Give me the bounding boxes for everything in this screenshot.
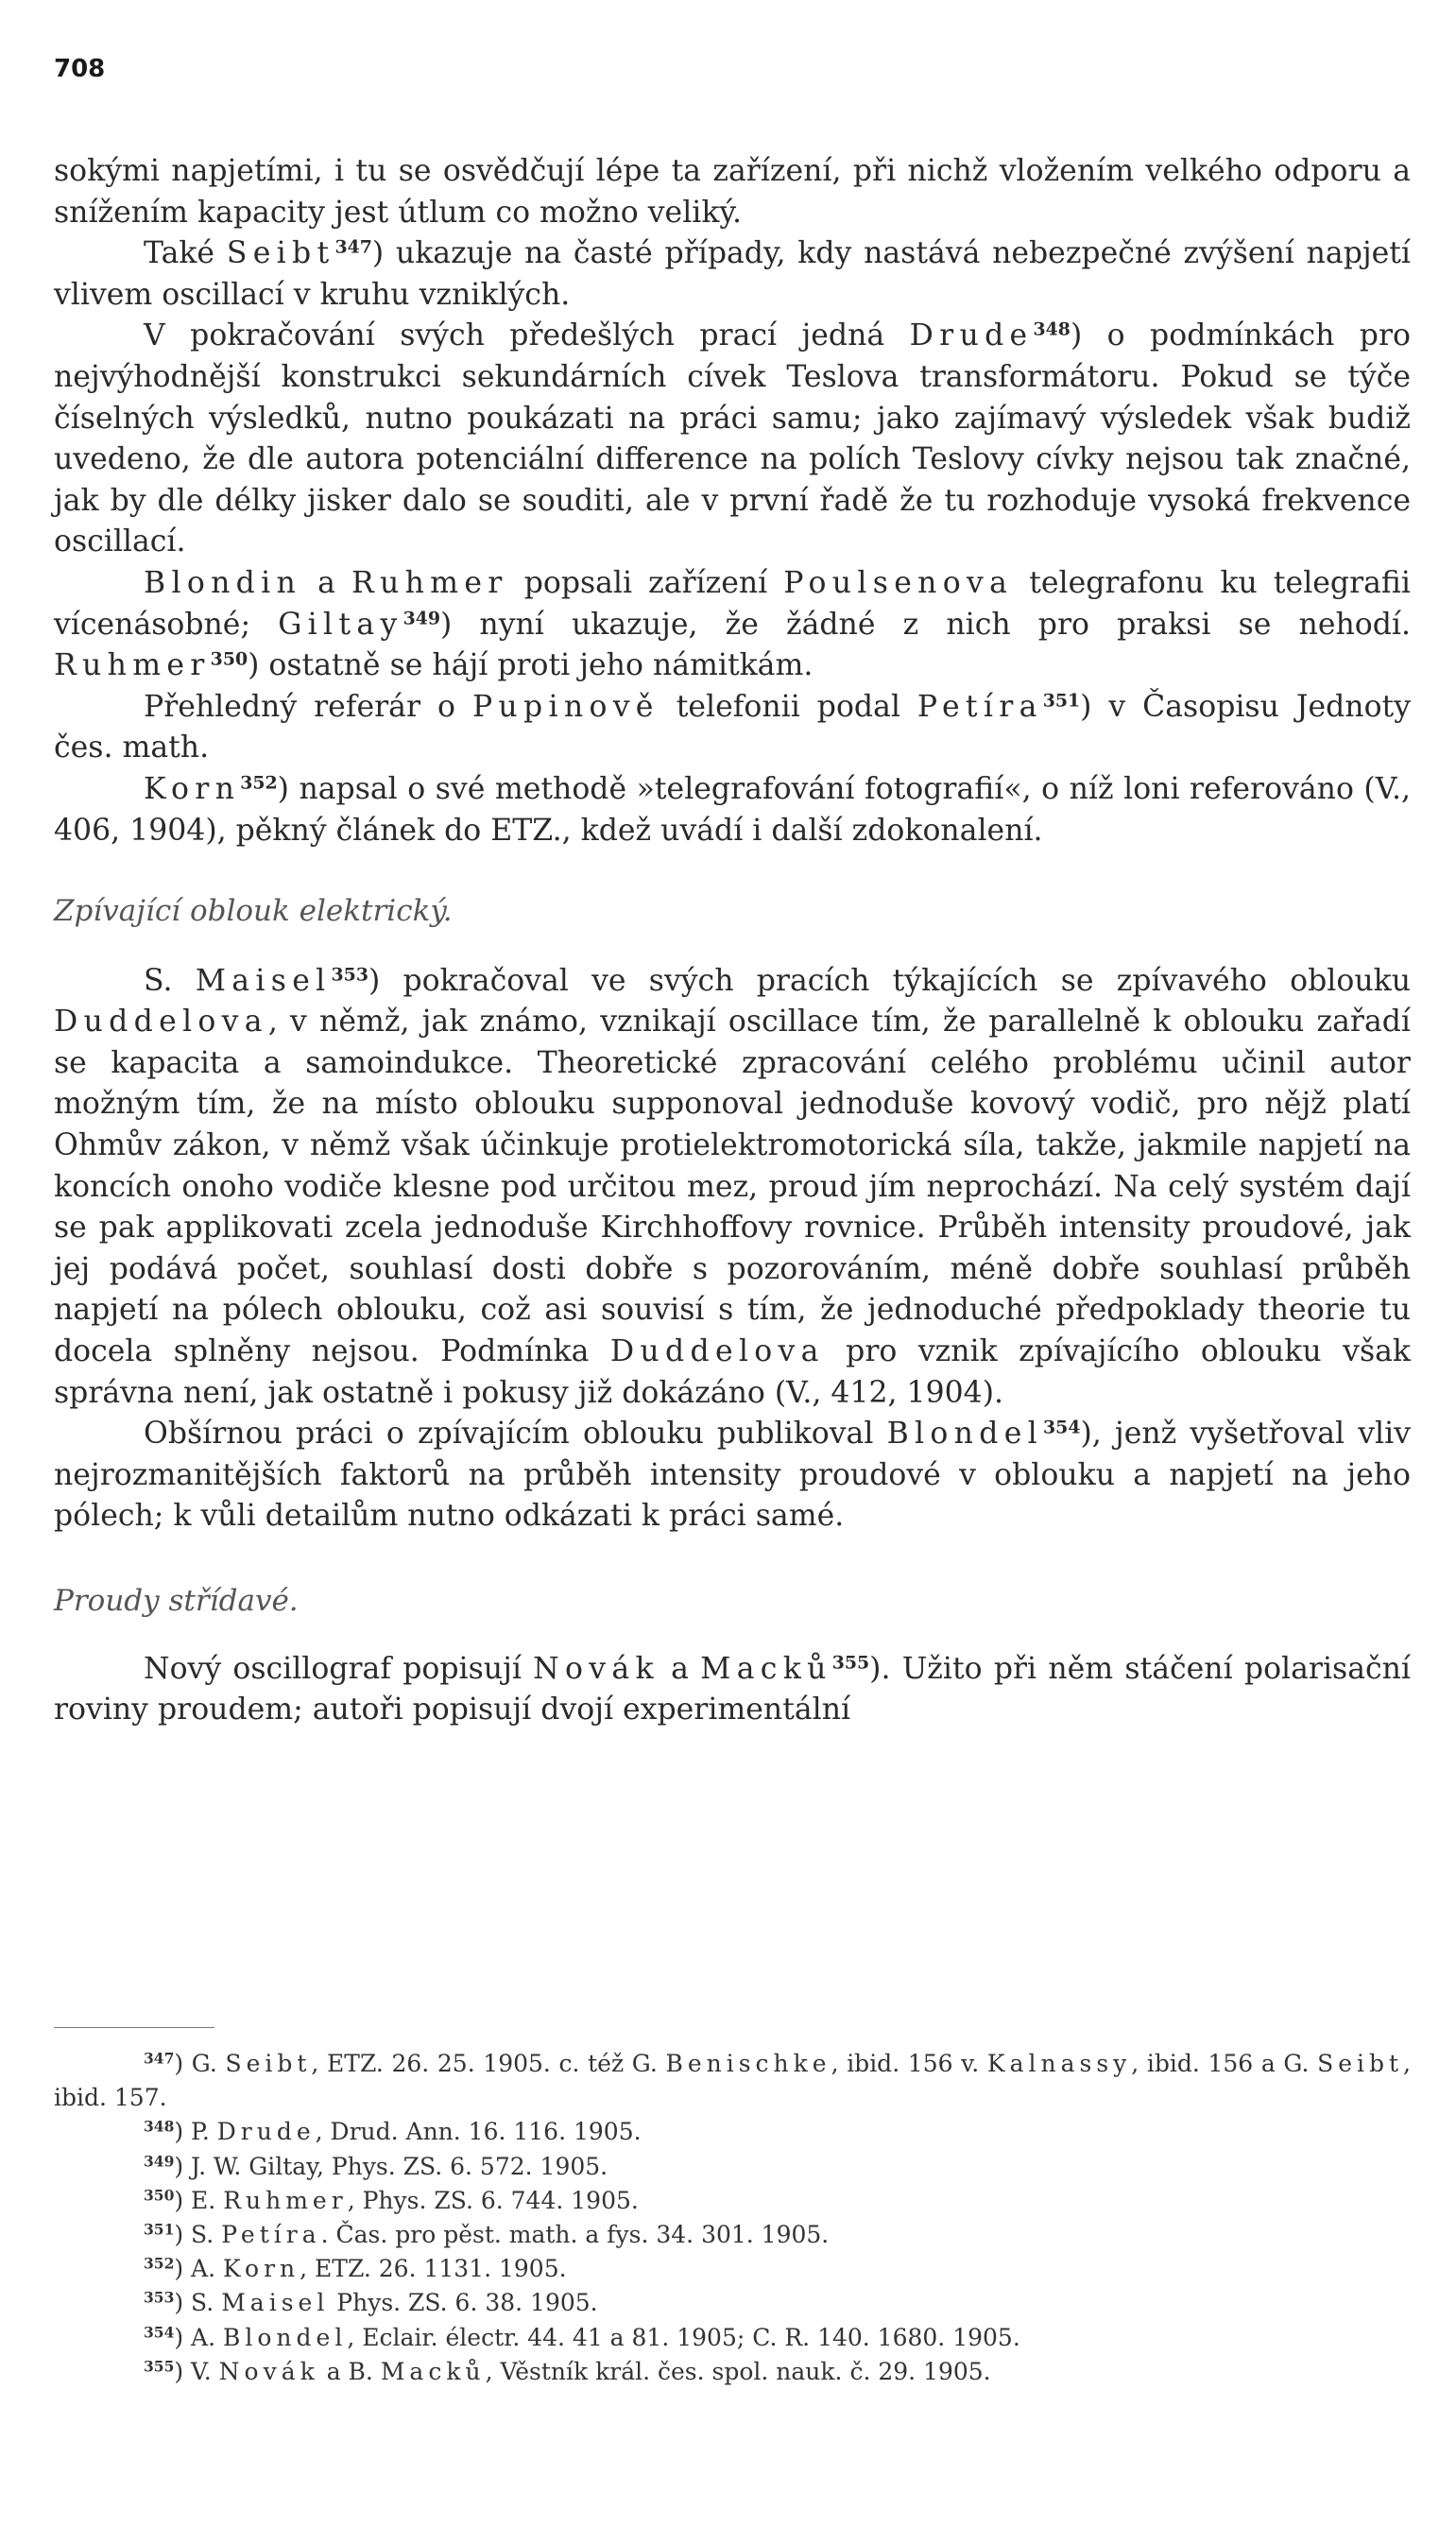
text-run: ) A. bbox=[174, 2323, 224, 2351]
footnote-ref[interactable]: 353 bbox=[331, 964, 368, 986]
text-run: ) V. bbox=[174, 2357, 219, 2385]
paragraph bbox=[54, 563, 1411, 687]
author-name: Ruhmer bbox=[351, 565, 508, 600]
author-name: Blondin bbox=[144, 565, 302, 600]
footnote-number: 355 bbox=[144, 2357, 175, 2376]
footnote-number: 353 bbox=[144, 2288, 175, 2307]
author-name: Benischke bbox=[665, 2050, 831, 2077]
text-run: popsali zařízení bbox=[507, 565, 784, 600]
author-name: Kalnassy bbox=[986, 2050, 1132, 2077]
footnotes bbox=[54, 2047, 1411, 2389]
text-run: Obšírnou práci o zpívajícím oblouku publikoval bbox=[144, 1417, 887, 1452]
author-name: Maisel bbox=[221, 2289, 330, 2317]
author-name: Korn bbox=[223, 2255, 300, 2283]
text-run: ) o podmínkách pro nejvýhodnější konstrukci sekundárních cívek Teslova transformátoru. Pokud se týče číselných výsledků, nutno poukázati na práci samu; jako zajímavý výsledek však budiž uvedeno, že dle autora potenciální difference na polích Teslovy cívky nejsou tak značné, jak by dle délky jisker dalo se souditi, ale v první řadě že tu rozhoduje vysoká frekvence oscillací. bbox=[54, 318, 1411, 559]
text-run: ) ukazuje na časté případy, kdy nastává nebezpečné zvýšení napjetí vlivem oscillací v kruhu vzniklých. bbox=[54, 236, 1411, 312]
footnote bbox=[54, 2355, 1411, 2389]
section-heading: Proudy střídavé. bbox=[54, 1584, 299, 1618]
text-run: , v němž, jak známo, vznikají oscillace tím, že parallelně k oblouku zařadí se kapacita a samoindukce. Theoretické zpracování celého problému učinil autor možným tím, že na místo oblouku supponoval jednoduše kovový vodič, pro nějž platí Ohmův zákon, v němž však účinkuje protielektromotorická síla, takže, jakmile napjetí na koncích onoho vodiče klesne pod určitou mez, proud jím neprochází. Na celý systém dají se pak applikovati zcela jednoduše Kirchhoffovy rovnice. Průběh intensity proudové, jak jej podává počet, souhlasí dosti dobře s pozorováním, méně dobře souhlasí průběh napjetí na pólech oblouku, což asi souvisí s tím, že jednoduché předpoklady theorie tu docela splněny nejsou. Podmínka bbox=[54, 1005, 1411, 1369]
paragraph bbox=[54, 769, 1411, 851]
author-name: Seibt bbox=[225, 2050, 312, 2077]
author-name: Novák bbox=[218, 2357, 319, 2385]
text-run: Přehledný referár o bbox=[144, 689, 472, 724]
text-run: , Věstník král. čes. spol. nauk. č. 29. 1905. bbox=[485, 2357, 991, 2385]
main-text bbox=[54, 151, 1411, 1731]
footnote-ref[interactable]: 352 bbox=[240, 772, 278, 794]
text-run: pro vznik zpívajícího oblouku však správna není, jak ostatně i pokusy již dokázáno (V., 412, 1904). bbox=[54, 1334, 1411, 1410]
text-run: ) J. W. Giltay, Phys. ZS. 6. 572. 1905. bbox=[174, 2152, 608, 2180]
author-name: Maisel bbox=[195, 963, 332, 998]
text-run: ) nyní ukazuje, že žádné z nich pro praksi se nehodí. bbox=[440, 607, 1411, 642]
footnote bbox=[54, 2184, 1411, 2218]
text-run: ) P. bbox=[174, 2118, 217, 2146]
footnote-number: 351 bbox=[144, 2220, 175, 2239]
footnote-ref[interactable]: 350 bbox=[210, 648, 248, 670]
footnote-ref[interactable]: 348 bbox=[1033, 318, 1071, 340]
text-run: ) E. bbox=[174, 2186, 224, 2214]
author-name: Pupinově bbox=[471, 689, 659, 724]
text-run: , Drud. Ann. 16. 116. 1905. bbox=[315, 2118, 642, 2146]
footnote bbox=[54, 2286, 1411, 2320]
footnote-number: 350 bbox=[144, 2186, 175, 2205]
paragraph bbox=[54, 687, 1411, 769]
text-run: a bbox=[659, 1651, 701, 1686]
author-name: Blondel bbox=[223, 2323, 348, 2351]
text-run: , ibid. 157. bbox=[54, 2050, 1411, 2112]
footnote bbox=[54, 2047, 1411, 2115]
text-run: , Phys. ZS. 6. 744. 1905. bbox=[347, 2186, 639, 2214]
text-run: ) v Časopisu Jednoty čes. math. bbox=[54, 689, 1411, 765]
author-name: Poulsenova bbox=[783, 565, 1014, 600]
text-run: ). Užito při něm stáčení polarisační roviny proudem; autoři popisují dvojí experimentální bbox=[54, 1651, 1411, 1728]
text-run: , ibid. 156 a G. bbox=[1131, 2050, 1318, 2077]
footnote-divider bbox=[54, 2027, 214, 2028]
author-name: Korn bbox=[144, 771, 241, 806]
text-run: Také bbox=[144, 236, 227, 271]
text-run: telegrafonu ku telegrafii vícenásobné; bbox=[54, 565, 1411, 642]
text-run: a bbox=[301, 565, 351, 600]
text-run: Nový oscillograf popisují bbox=[144, 1651, 534, 1686]
text-run: telefonii podal bbox=[659, 689, 917, 724]
text-run: ) napsal o své methodě »telegrafování fotografií«, o níž loni referováno (V., 406, 1904), pěkný článek do ETZ., kdež uvádí i další zdokonalení. bbox=[54, 771, 1411, 848]
author-name: Blondel bbox=[886, 1417, 1044, 1452]
footnote-number: 354 bbox=[144, 2323, 175, 2342]
text-run: a B. bbox=[318, 2357, 381, 2385]
text-run: V pokračování svých předešlých prací jedná bbox=[144, 318, 910, 353]
paragraph-text: sokými napjetími, i tu se osvědčují lépe ta zařízení, při nichž vložením velkého odporu a snížením kapacity jest útlum co možno veliký. bbox=[54, 154, 1411, 230]
author-name: Seibt bbox=[226, 236, 335, 271]
text-run: ) pokračoval ve svých pracích týkajících se zpívavého oblouku bbox=[368, 963, 1411, 998]
author-name: Petíra bbox=[916, 689, 1043, 724]
footnote-ref[interactable]: 354 bbox=[1043, 1417, 1081, 1438]
text-run: , ETZ. 26. 25. 1905. c. též G. bbox=[311, 2050, 666, 2077]
author-name: Giltay bbox=[278, 607, 403, 642]
text-run: Phys. ZS. 6. 38. 1905. bbox=[329, 2289, 598, 2317]
author-name: Macků bbox=[700, 1651, 832, 1686]
page-number: 708 bbox=[54, 55, 106, 83]
text-run: , ETZ. 26. 1131. 1905. bbox=[300, 2255, 567, 2283]
paragraph bbox=[54, 1414, 1411, 1538]
footnote-ref[interactable]: 349 bbox=[403, 608, 440, 629]
text-run: ) S. bbox=[174, 2221, 222, 2249]
paragraph bbox=[54, 1649, 1411, 1731]
author-name: Ruhmer bbox=[223, 2186, 348, 2214]
footnote-number: 348 bbox=[144, 2117, 175, 2136]
paragraph bbox=[54, 316, 1411, 563]
text-run: S. bbox=[144, 963, 196, 998]
author-name: Duddelova bbox=[54, 1005, 268, 1040]
author-name: Ruhmer bbox=[54, 648, 211, 683]
footnote-number: 347 bbox=[144, 2049, 175, 2068]
text-run: , ibid. 156 v. bbox=[831, 2050, 987, 2077]
footnote-ref[interactable]: 355 bbox=[831, 1652, 870, 1674]
text-run: ) ostatně se hájí proti jeho námitkám. bbox=[248, 648, 814, 683]
footnote-number: 349 bbox=[144, 2152, 175, 2171]
footnote-ref[interactable]: 347 bbox=[334, 236, 372, 258]
author-name: Novák bbox=[533, 1651, 659, 1686]
footnote-ref[interactable]: 351 bbox=[1042, 690, 1081, 712]
text-run: , Eclair. électr. 44. 41 a 81. 1905; C. R. 140. 1680. 1905. bbox=[347, 2323, 1020, 2351]
footnote-number: 352 bbox=[144, 2254, 175, 2273]
author-name: Macků bbox=[380, 2357, 486, 2385]
footnote bbox=[54, 2218, 1411, 2252]
paragraph bbox=[54, 233, 1411, 316]
footnote bbox=[54, 2150, 1411, 2184]
author-name: Drude bbox=[216, 2118, 316, 2146]
author-name: Seibt bbox=[1317, 2050, 1404, 2077]
text-run: ) A. bbox=[174, 2255, 224, 2283]
footnote bbox=[54, 2252, 1411, 2286]
text-run: ), jenž vyšetřoval vliv nejrozmanitějších faktorů na průběh intensity proudové v oblouku a napjetí na jeho pólech; k vůli detailům nutno odkázati k práci samé. bbox=[54, 1417, 1411, 1534]
paragraph bbox=[54, 961, 1411, 1415]
paragraph bbox=[54, 151, 1411, 233]
text-run: . Čas. pro pěst. math. a fys. 34. 301. 1905. bbox=[320, 2221, 830, 2249]
section-heading: Zpívající oblouk elektrický. bbox=[54, 894, 453, 929]
footnote bbox=[54, 2115, 1411, 2149]
author-name: Petíra bbox=[221, 2221, 321, 2249]
text-run: ) G. bbox=[174, 2050, 226, 2077]
author-name: Drude bbox=[909, 318, 1034, 353]
author-name: Duddelova bbox=[609, 1334, 825, 1369]
text-run: ) S. bbox=[174, 2289, 222, 2317]
footnote bbox=[54, 2321, 1411, 2355]
